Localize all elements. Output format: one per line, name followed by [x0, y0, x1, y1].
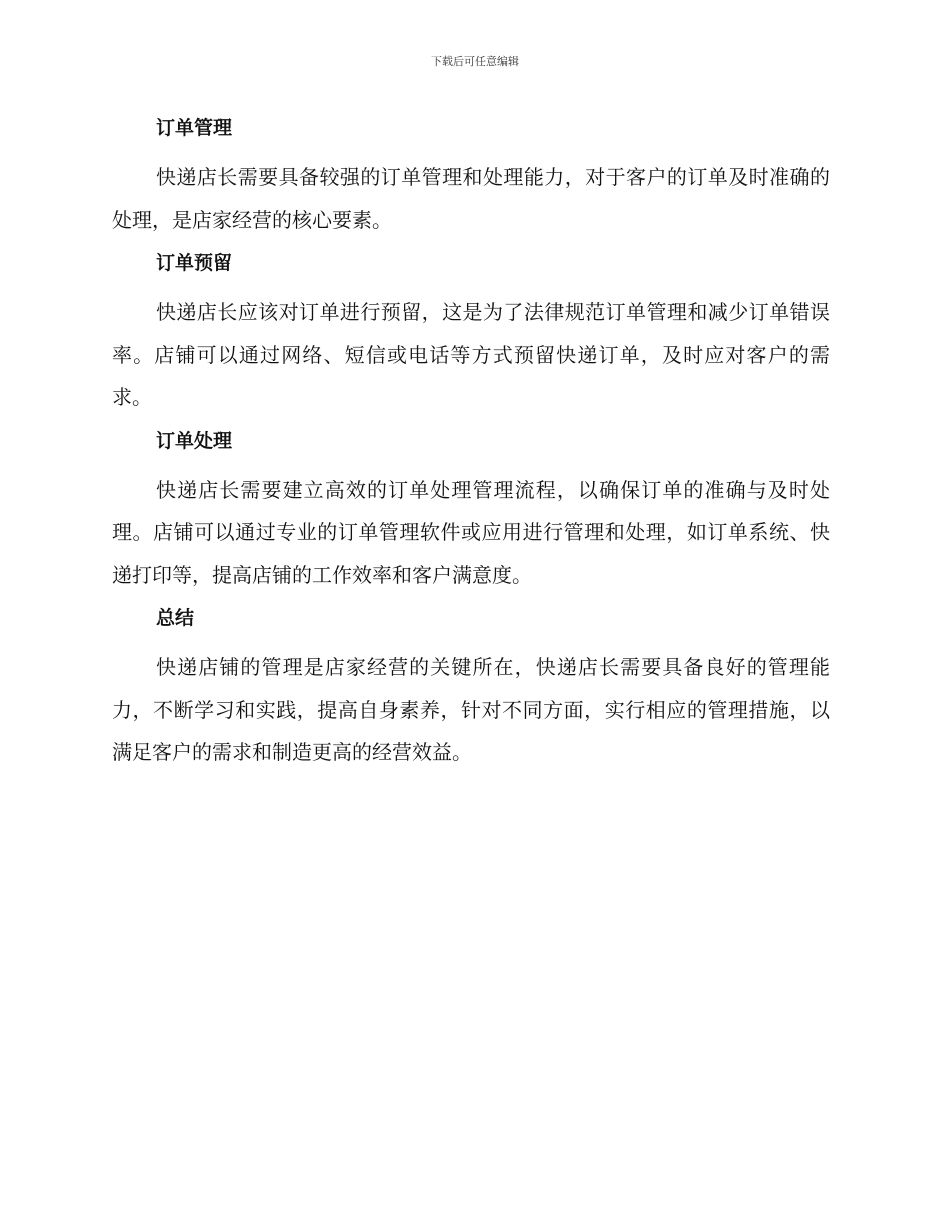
section-body: 快递店长需要建立高效的订单处理管理流程，以确保订单的准确与及时处理。店铺可以通过专业的订单管理软件或应用进行管理和处理，如订单系统、快递打印等，提高店铺的工作效率和客户满意度。	[112, 477, 830, 587]
section-body: 快递店长需要具备较强的订单管理和处理能力，对于客户的订单及时准确的处理，是店家经营的核心要素。	[112, 165, 830, 232]
section-order-processing	[112, 423, 830, 597]
section-body: 快递店铺的管理是店家经营的关键所在，快递店长需要具备良好的管理能力，不断学习和实践，提高自身素养，针对不同方面，实行相应的管理措施，以满足客户的需求和制造更高的经营效益。	[112, 655, 830, 764]
section-body: 快递店长应该对订单进行预留，这是为了法律规范订单管理和减少订单错误率。店铺可以通过网络、短信或电话等方式预留快递订单，及时应对客户的需求。	[112, 300, 830, 409]
page-header: 下载后可任意编辑	[431, 55, 519, 68]
section-summary	[112, 600, 830, 774]
section-order-reservation	[112, 245, 830, 419]
section-order-management	[112, 110, 830, 241]
section-title: 总结	[156, 607, 195, 629]
section-title: 订单处理	[156, 429, 233, 452]
section-title: 订单管理	[156, 117, 233, 139]
document-content	[112, 110, 830, 778]
section-title: 订单预留	[156, 252, 233, 274]
